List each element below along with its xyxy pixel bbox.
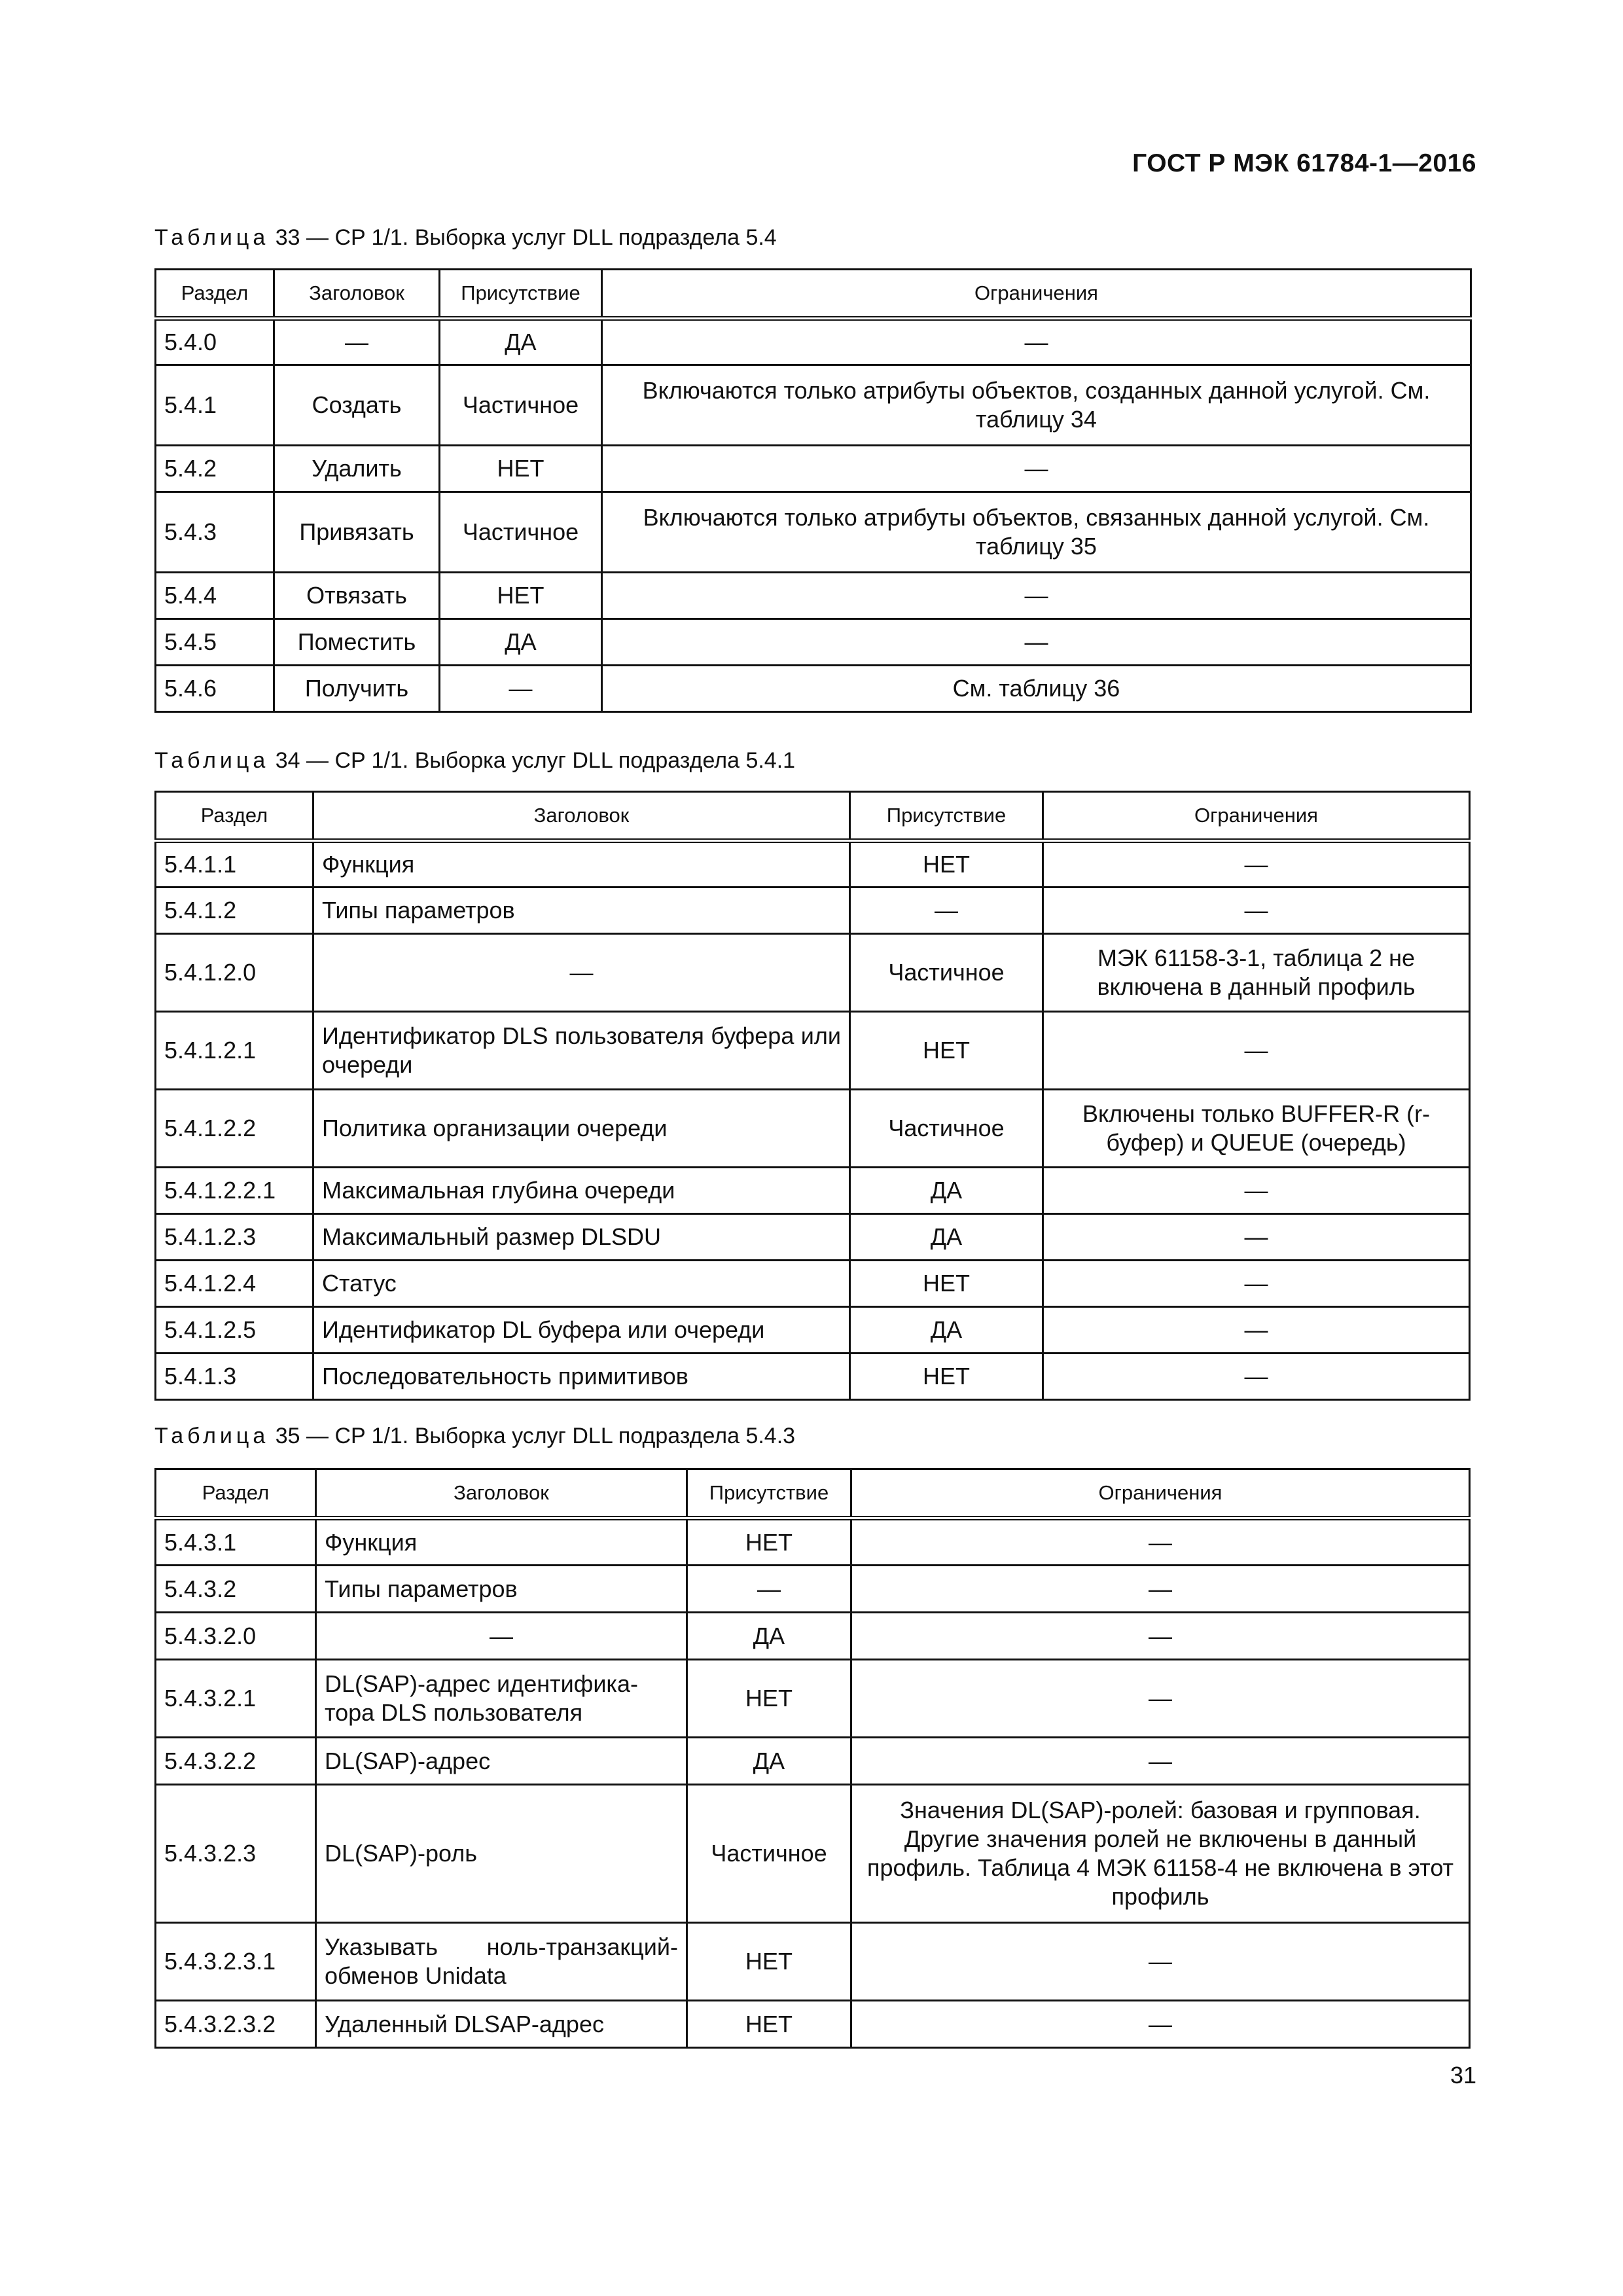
table-row [156,1168,1470,1214]
table-row [156,2001,1470,2048]
restrictions-cell: — [851,2001,1470,2048]
section-cell: 5.4.1.2.2.1 [156,1168,313,1214]
table-row [156,1012,1470,1090]
restrictions-cell: — [1043,841,1470,888]
presence-cell: — [440,666,602,712]
restrictions-cell: — [851,1923,1470,2001]
title-cell: Указывать ноль-транзакций-обменов Unidata [316,1923,687,2001]
section-cell: 5.4.5 [156,619,274,666]
page-number: 31 [1450,2062,1476,2089]
presence-cell: ДА [440,619,602,666]
presence-cell: НЕТ [850,841,1043,888]
section-cell: 5.4.1.3 [156,1354,313,1400]
title-cell: — [274,319,440,365]
table-row [156,1785,1470,1923]
title-cell: Получить [274,666,440,712]
restrictions-cell: МЭК 61158-3-1, таблица 2 не включена в данный профиль [1043,934,1470,1012]
restrictions-cell: — [602,446,1471,492]
title-cell: Политика организации очереди [313,1090,850,1168]
table-row [156,1214,1470,1261]
restrictions-cell: Значения DL(SAP)-ролей: базовая и групповая. Другие значения ролей не включены в данный профиль. Таблица 4 МЭК 61158-4 не включена в этот профиль [851,1785,1470,1923]
table-34-caption [154,748,795,774]
column-header: Раздел [156,270,274,319]
section-cell: 5.4.3.2.3 [156,1785,316,1923]
title-cell: Удаленный DLSAP-адрес [316,2001,687,2048]
restrictions-cell: — [1043,1214,1470,1261]
table-row [156,446,1471,492]
table-row [156,1354,1470,1400]
presence-cell: ДА [850,1214,1043,1261]
table-34 [154,791,1471,1401]
table-33-caption [154,225,777,251]
presence-cell: НЕТ [687,1660,851,1738]
title-cell: Функция [316,1518,687,1566]
table-row [156,1660,1470,1738]
presence-cell: Частичное [850,934,1043,1012]
section-cell: 5.4.1.2.2 [156,1090,313,1168]
restrictions-cell: — [1043,1354,1470,1400]
table-header-row [156,270,1471,319]
caption-text: 34 — CP 1/1. Выборка услуг DLL подраздела 5.4.1 [269,748,796,773]
restrictions-cell: — [1043,1261,1470,1307]
title-cell: — [316,1613,687,1660]
table-row [156,934,1470,1012]
section-cell: 5.4.1 [156,365,274,446]
title-cell: Максимальная глубина очереди [313,1168,850,1214]
caption-text: 35 — CP 1/1. Выборка услуг DLL подраздела 5.4.3 [269,1424,796,1448]
restrictions-cell: — [851,1518,1470,1566]
section-cell: 5.4.2 [156,446,274,492]
section-cell: 5.4.3.2.0 [156,1613,316,1660]
section-cell: 5.4.3.1 [156,1518,316,1566]
title-cell: Типы параметров [313,888,850,934]
section-cell: 5.4.1.2.1 [156,1012,313,1090]
presence-cell: — [687,1566,851,1613]
title-cell: — [313,934,850,1012]
restrictions-cell: — [851,1566,1470,1613]
section-cell: 5.4.6 [156,666,274,712]
presence-cell: НЕТ [687,1923,851,2001]
column-header: Заголовок [313,792,850,841]
title-cell: Отвязать [274,573,440,619]
table-header-row [156,1469,1470,1518]
presence-cell: Частичное [850,1090,1043,1168]
section-cell: 5.4.3.2.1 [156,1660,316,1738]
presence-cell: НЕТ [850,1354,1043,1400]
column-header: Заголовок [274,270,440,319]
caption-word: Таблица [154,1424,270,1448]
table-35-caption [154,1424,795,1449]
restrictions-cell: — [851,1660,1470,1738]
section-cell: 5.4.1.2.4 [156,1261,313,1307]
standard-designation: ГОСТ Р МЭК 61784-1—2016 [1132,149,1476,177]
column-header: Присутствие [440,270,602,319]
table-row [156,888,1470,934]
table-row [156,1613,1470,1660]
table-row [156,1090,1470,1168]
presence-cell: Частичное [440,365,602,446]
restrictions-cell: — [1043,1012,1470,1090]
presence-cell: ДА [440,319,602,365]
section-cell: 5.4.1.2 [156,888,313,934]
section-cell: 5.4.1.2.3 [156,1214,313,1261]
presence-cell: Частичное [687,1785,851,1923]
section-cell: 5.4.1.1 [156,841,313,888]
title-cell: Поместить [274,619,440,666]
table-row [156,319,1471,365]
column-header: Присутствие [850,792,1043,841]
presence-cell: Частичное [440,492,602,573]
table-row [156,666,1471,712]
restrictions-cell: — [602,573,1471,619]
column-header: Ограничения [602,270,1471,319]
column-header: Ограничения [1043,792,1470,841]
restrictions-cell: — [1043,1307,1470,1354]
title-cell: Типы параметров [316,1566,687,1613]
section-cell: 5.4.0 [156,319,274,365]
title-cell: Статус [313,1261,850,1307]
table-33 [154,268,1472,713]
restrictions-cell: Включаются только атрибуты объектов, созданных данной услугой. См. таблицу 34 [602,365,1471,446]
restrictions-cell: Включены только BUFFER-R (r-буфер) и QUEUE (очередь) [1043,1090,1470,1168]
table-row [156,492,1471,573]
caption-text: 33 — CP 1/1. Выборка услуг DLL подраздела 5.4 [269,225,777,250]
column-header: Присутствие [687,1469,851,1518]
title-cell: Привязать [274,492,440,573]
table-row [156,1518,1470,1566]
title-cell: Создать [274,365,440,446]
section-cell: 5.4.3.2.2 [156,1738,316,1785]
presence-cell: НЕТ [440,573,602,619]
table-row [156,1738,1470,1785]
table-row [156,365,1471,446]
title-cell: Удалить [274,446,440,492]
column-header: Ограничения [851,1469,1470,1518]
restrictions-cell: — [602,619,1471,666]
presence-cell: НЕТ [687,2001,851,2048]
column-header: Раздел [156,792,313,841]
restrictions-cell: Включаются только атрибуты объектов, связанных данной услугой. См. таблицу 35 [602,492,1471,573]
restrictions-cell: См. таблицу 36 [602,666,1471,712]
presence-cell: ДА [850,1307,1043,1354]
section-cell: 5.4.3.2 [156,1566,316,1613]
restrictions-cell: — [851,1613,1470,1660]
title-cell: DL(SAP)-адрес [316,1738,687,1785]
presence-cell: ДА [687,1613,851,1660]
title-cell: Максимальный размер DLSDU [313,1214,850,1261]
column-header: Заголовок [316,1469,687,1518]
title-cell: Идентификатор DL буфера или очереди [313,1307,850,1354]
restrictions-cell: — [602,319,1471,365]
restrictions-cell: — [851,1738,1470,1785]
caption-word: Таблица [154,748,270,773]
title-cell: Функция [313,841,850,888]
presence-cell: НЕТ [687,1518,851,1566]
column-header: Раздел [156,1469,316,1518]
table-row [156,573,1471,619]
presence-cell: ДА [850,1168,1043,1214]
presence-cell: НЕТ [850,1261,1043,1307]
title-cell: Последовательность примитивов [313,1354,850,1400]
presence-cell: ДА [687,1738,851,1785]
restrictions-cell: — [1043,888,1470,934]
table-row [156,841,1470,888]
presence-cell: — [850,888,1043,934]
section-cell: 5.4.3.2.3.1 [156,1923,316,2001]
section-cell: 5.4.3 [156,492,274,573]
table-header-row [156,792,1470,841]
table-35 [154,1468,1471,2049]
section-cell: 5.4.1.2.5 [156,1307,313,1354]
section-cell: 5.4.4 [156,573,274,619]
section-cell: 5.4.1.2.0 [156,934,313,1012]
title-cell: DL(SAP)-роль [316,1785,687,1923]
table-row [156,1923,1470,2001]
restrictions-cell: — [1043,1168,1470,1214]
presence-cell: НЕТ [850,1012,1043,1090]
section-cell: 5.4.3.2.3.2 [156,2001,316,2048]
table-row [156,1566,1470,1613]
table-row [156,619,1471,666]
presence-cell: НЕТ [440,446,602,492]
title-cell: DL(SAP)-адрес идентифика-тора DLS пользователя [316,1660,687,1738]
table-row [156,1307,1470,1354]
caption-word: Таблица [154,225,270,250]
table-row [156,1261,1470,1307]
title-cell: Идентификатор DLS пользователя буфера или очереди [313,1012,850,1090]
